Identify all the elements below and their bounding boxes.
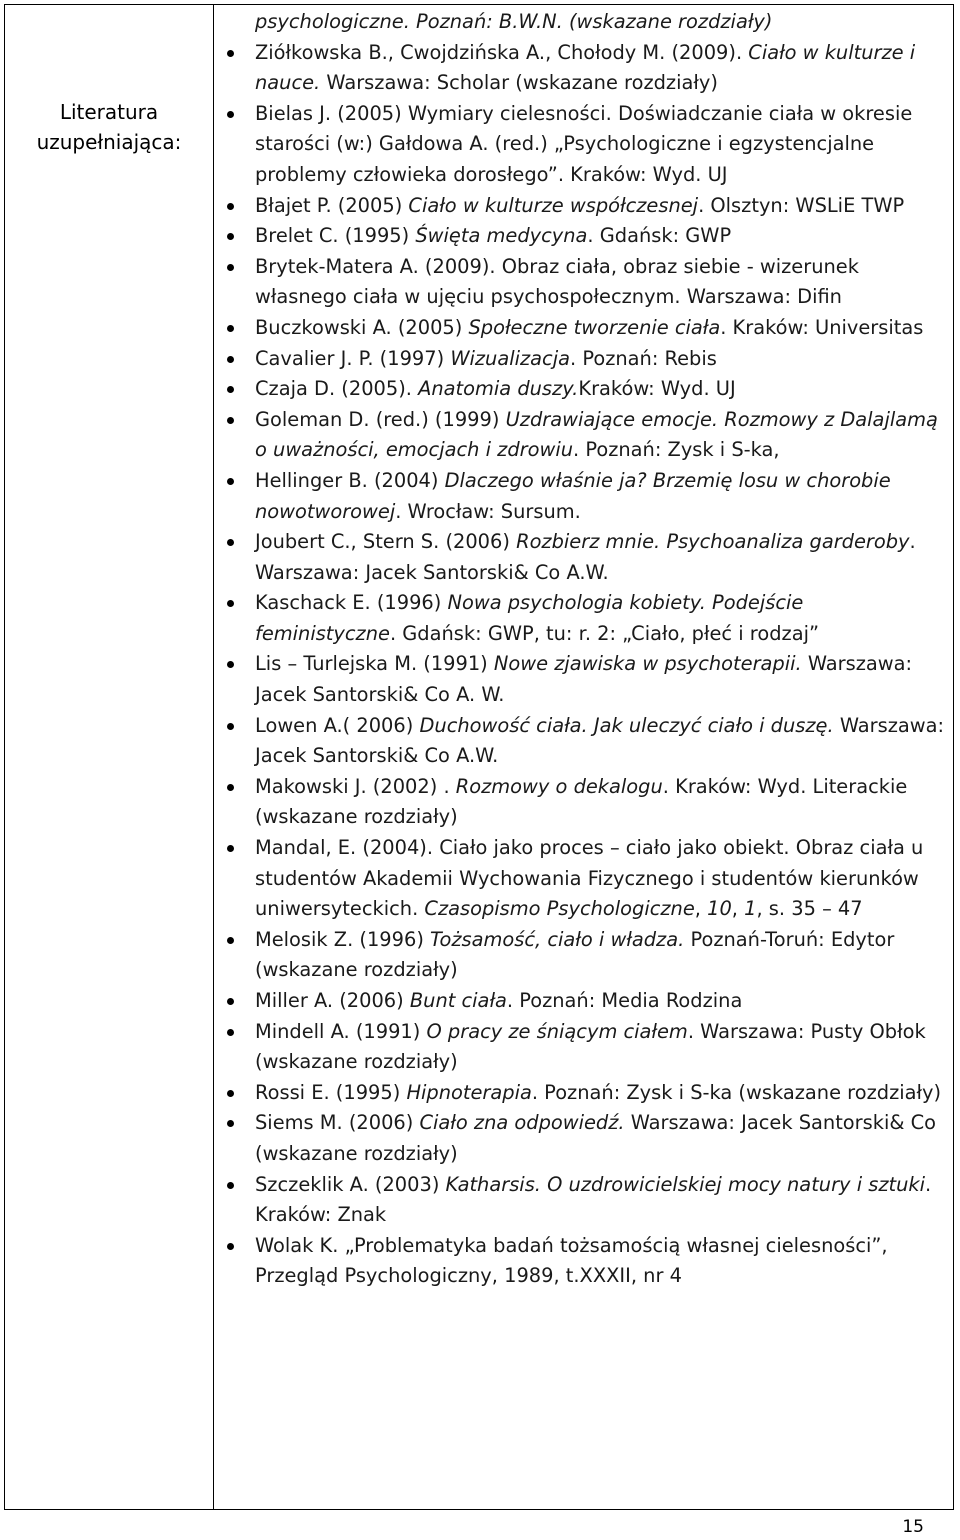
entry-text: Hellinger B. (2004) bbox=[255, 468, 445, 492]
entry-title-italic: O pracy ze śniącym ciałem bbox=[426, 1019, 688, 1043]
entry-text: Buczkowski A. (2005) bbox=[255, 315, 469, 339]
entry-text: . Gdańsk: GWP bbox=[587, 224, 732, 248]
bullet-icon bbox=[227, 417, 234, 424]
entry-text: . Kraków: Wyd. Literackie (wskazane rozdziały) bbox=[255, 774, 908, 829]
bullet-icon bbox=[227, 264, 234, 271]
bibliography-entry bbox=[223, 344, 947, 375]
entry-text: Siems M. (2006) bbox=[255, 1111, 420, 1135]
page-number: 15 bbox=[902, 1517, 924, 1537]
entry-text: Lis – Turlejska M. (1991) bbox=[255, 652, 494, 676]
entry-title-italic: Rozmowy o dekalogu bbox=[455, 774, 663, 798]
entry-title-italic: Rozbierz mnie. Psychoanaliza garderoby bbox=[516, 530, 910, 554]
bibliography-entry bbox=[223, 711, 947, 772]
bibliography-entry bbox=[223, 588, 947, 649]
section-label-line-1: Literatura bbox=[59, 100, 159, 124]
entry-title-italic: Tożsamość, ciało i władza. bbox=[430, 927, 685, 951]
bullet-icon bbox=[227, 784, 234, 791]
bullet-icon bbox=[227, 937, 234, 944]
bibliography-entry bbox=[223, 1017, 947, 1078]
bibliography-entry bbox=[223, 405, 947, 466]
bibliography-list bbox=[223, 38, 947, 1292]
bullet-icon bbox=[227, 1182, 234, 1189]
entry-text: Warszawa: Jacek Santorski& Co A. W. bbox=[255, 652, 913, 707]
bullet-icon bbox=[227, 1120, 234, 1127]
bullet-icon bbox=[227, 478, 234, 485]
entry-text: Lowen A.( 2006) bbox=[255, 713, 420, 737]
entry-title-italic: Społeczne tworzenie ciała bbox=[468, 315, 721, 339]
entry-title-italic: Ciało w kulturze i nauce. bbox=[255, 40, 916, 95]
bullet-icon bbox=[227, 600, 234, 607]
bullet-icon bbox=[227, 723, 234, 730]
entry-text: , bbox=[694, 897, 708, 921]
bullet-icon bbox=[227, 1243, 234, 1250]
entry-text: Cavalier J. P. (1997) bbox=[255, 346, 451, 370]
entry-text: . Warszawa: Jacek Santorski& Co A.W. bbox=[255, 530, 916, 584]
bibliography-entry bbox=[223, 1170, 947, 1231]
entry-text: . Wrocław: Sursum. bbox=[395, 499, 581, 523]
entry-title-italic: Nowe zjawiska w psychoterapii. bbox=[493, 652, 802, 676]
entry-text: , bbox=[731, 897, 745, 921]
entry-text: Warszawa: Jacek Santorski& Co (wskazane rozdziały) bbox=[255, 1111, 937, 1165]
entry-text: Warszawa: Scholar (wskazane rozdziały) bbox=[320, 71, 718, 95]
bibliography-table bbox=[4, 4, 954, 1510]
entry-title-italic: 10 bbox=[707, 897, 732, 921]
entry-title-italic: Anatomia duszy. bbox=[418, 377, 579, 401]
entry-title-italic: Ciało w kulturze współczesnej bbox=[408, 193, 699, 217]
entry-title-italic: Hipnoterapia bbox=[406, 1080, 532, 1104]
entry-text: Joubert C., Stern S. (2006) bbox=[255, 530, 517, 554]
bullet-icon bbox=[227, 1090, 234, 1097]
section-label bbox=[5, 97, 213, 157]
entry-text: Mandal, E. (2004). Ciało jako proces – ciało jako obiekt. Obraz ciała u studentów Akademii Wychowania Fizycznego i studentów kierunków uniwersyteckich. bbox=[255, 836, 924, 921]
bullet-icon bbox=[227, 661, 234, 668]
entry-text: . Warszawa: Pusty Obłok (wskazane rozdziały) bbox=[255, 1019, 926, 1074]
entry-text: . Poznań: Zysk i S-ka, bbox=[573, 438, 780, 462]
entry-title-italic: Uzdrawiające emocje. Rozmowy z Dalajlamą o uważności, emocjach i zdrowiu bbox=[255, 407, 938, 462]
bibliography-entry bbox=[223, 649, 947, 710]
entry-text: Goleman D. (red.) (1999) bbox=[255, 407, 506, 431]
bullet-icon bbox=[227, 325, 234, 332]
section-label-line-2: uzupełniająca: bbox=[36, 130, 182, 154]
bibliography-entry bbox=[223, 466, 947, 527]
bibliography-entry bbox=[223, 1078, 947, 1109]
entry-title-italic: Wizualizacja bbox=[450, 346, 570, 370]
bibliography-entry bbox=[223, 99, 947, 191]
bibliography-entry bbox=[223, 527, 947, 588]
bibliography-entry bbox=[223, 313, 947, 344]
bullet-icon bbox=[227, 356, 234, 363]
entry-text: Bielas J. (2005) Wymiary cielesności. Doświadczanie ciała w okresie starości (w:) Gałdowa A. (red.) „Psychologiczne i egzystencjalne problemy człowieka dorosłego”. Kraków: Wyd. UJ bbox=[255, 101, 913, 186]
bibliography-entry bbox=[223, 925, 947, 986]
entry-title-italic: Nowa psychologia kobiety. Podejście feministyczne bbox=[255, 591, 804, 645]
bullet-icon bbox=[227, 539, 234, 546]
entry-title-italic: Święta medycyna bbox=[415, 224, 588, 248]
entry-text: , s. 35 – 47 bbox=[756, 897, 863, 921]
entry-text: Wolak K. „Problematyka badań tożsamością własnej cielesności”, Przegląd Psychologiczny, 1989, t.XXXII, nr 4 bbox=[255, 1233, 888, 1288]
bibliography-content bbox=[223, 7, 947, 1292]
bibliography-entry bbox=[223, 833, 947, 925]
bibliography-entry bbox=[223, 772, 947, 833]
bibliography-entry bbox=[223, 374, 947, 405]
entry-text: Brelet C. (1995) bbox=[255, 224, 416, 248]
entry-text: . Olsztyn: WSLiE TWP bbox=[698, 193, 905, 217]
entry-text: Kraków: Wyd. UJ bbox=[578, 377, 736, 401]
entry-text: Czaja D. (2005). bbox=[255, 377, 419, 401]
bibliography-entry bbox=[223, 986, 947, 1017]
continuation-line: psychologiczne. Poznań: B.W.N. (wskazane rozdziały) bbox=[255, 10, 773, 33]
bibliography-entry bbox=[223, 221, 947, 252]
entry-title-italic: Dlaczego właśnie ja? Brzemię losu w chorobie nowotworowej bbox=[255, 468, 891, 523]
entry-text: . Poznań: Media Rodzina bbox=[506, 989, 743, 1012]
entry-text: . Poznań: Rebis bbox=[570, 346, 717, 370]
column-divider bbox=[213, 5, 214, 1509]
entry-text: Szczeklik A. (2003) bbox=[255, 1172, 446, 1196]
entry-text: Brytek-Matera A. (2009). Obraz ciała, obraz siebie - wizerunek własnego ciała w ujęciu psychospołecznym. Warszawa: Difin bbox=[255, 254, 859, 309]
entry-title-italic: Bunt ciała bbox=[409, 989, 507, 1012]
entry-text: Poznań-Toruń: Edytor (wskazane rozdziały) bbox=[255, 927, 895, 982]
entry-text: Kaschack E. (1996) bbox=[255, 591, 448, 615]
bibliography-entry bbox=[223, 191, 947, 222]
entry-text: Miller A. (2006) bbox=[255, 989, 410, 1012]
entry-text: Makowski J. (2002) . bbox=[255, 774, 456, 798]
bibliography-entry bbox=[223, 1108, 947, 1169]
entry-text: Błajet P. (2005) bbox=[255, 193, 409, 217]
bibliography-entry bbox=[223, 1231, 947, 1292]
entry-text: Melosik Z. (1996) bbox=[255, 927, 431, 951]
bullet-icon bbox=[227, 845, 234, 852]
bullet-icon bbox=[227, 111, 234, 118]
bullet-icon bbox=[227, 233, 234, 240]
entry-text: Ziółkowska B., Cwojdzińska A., Chołody M. (2009). bbox=[255, 40, 749, 64]
entry-title-italic: Czasopismo Psychologiczne bbox=[424, 897, 695, 921]
entry-title-italic: Ciało zna odpowiedź. bbox=[419, 1111, 625, 1135]
bullet-icon bbox=[227, 998, 234, 1005]
entry-text: Warszawa: Jacek Santorski& Co A.W. bbox=[255, 713, 945, 768]
bullet-icon bbox=[227, 203, 234, 210]
bullet-icon bbox=[227, 386, 234, 393]
bullet-icon bbox=[227, 50, 234, 57]
entry-title-italic: Duchowość ciała. Jak uleczyć ciało i duszę. bbox=[419, 713, 834, 737]
entry-text: . Poznań: Zysk i S-ka (wskazane rozdziały) bbox=[531, 1080, 942, 1104]
entry-title-italic: 1 bbox=[744, 897, 757, 921]
bullet-icon bbox=[227, 1029, 234, 1036]
entry-text: . Kraków: Universitas bbox=[720, 315, 924, 339]
entry-title-italic: Katharsis. O uzdrowicielskiej mocy natury i sztuki bbox=[445, 1172, 926, 1196]
entry-text: Mindell A. (1991) bbox=[255, 1019, 427, 1043]
entry-text: Rossi E. (1995) bbox=[255, 1080, 407, 1104]
bibliography-entry bbox=[223, 252, 947, 313]
entry-text: . Gdańsk: GWP, tu: r. 2: „Ciało, płeć i rodzaj” bbox=[389, 621, 820, 645]
bibliography-entry bbox=[223, 38, 947, 99]
entry-text: . Kraków: Znak bbox=[255, 1172, 932, 1227]
